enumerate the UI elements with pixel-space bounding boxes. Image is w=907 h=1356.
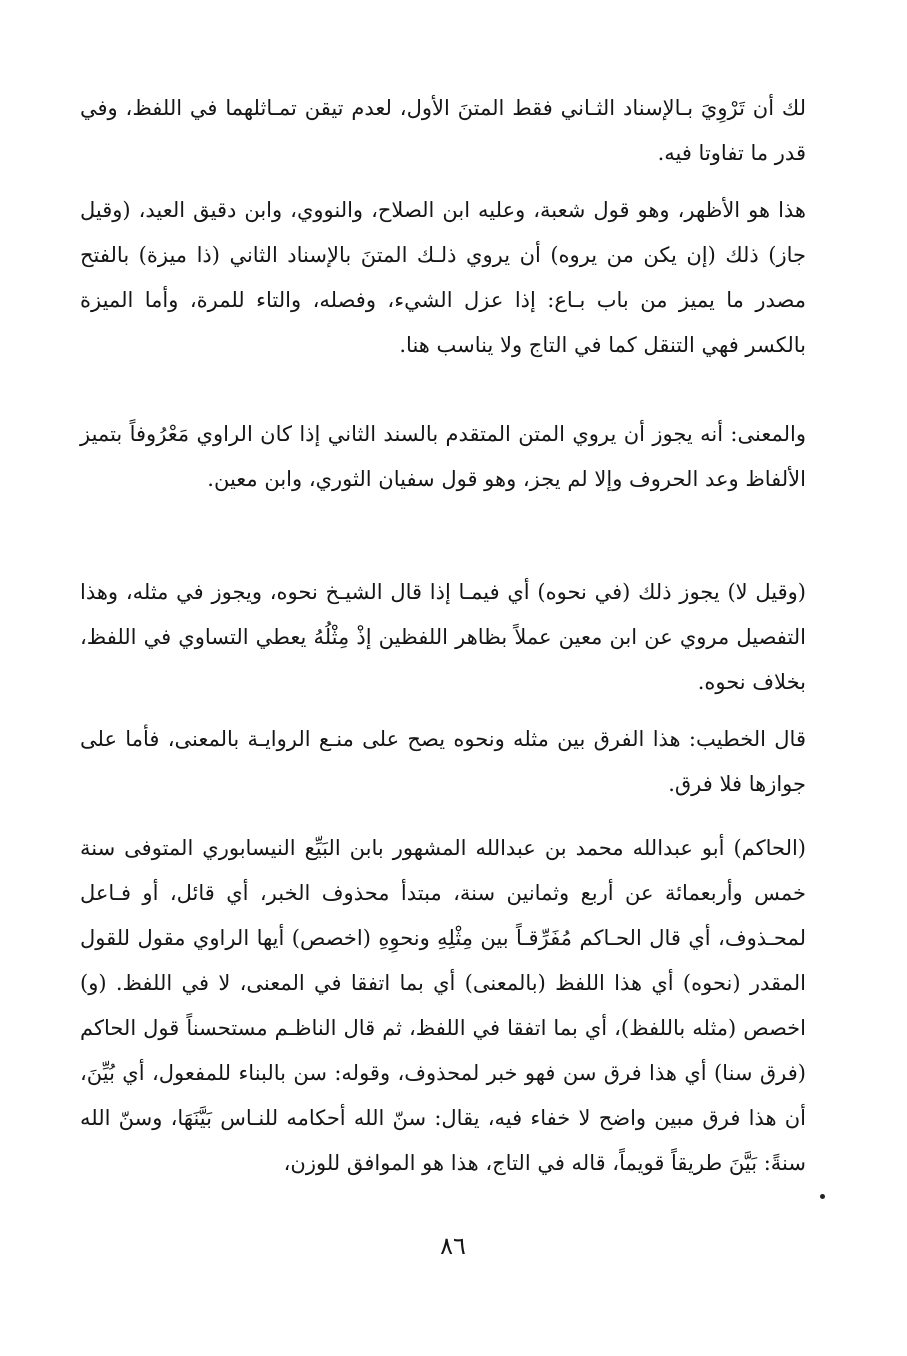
paragraph-3: والمعنى: أنه يجوز أن يروي المتن المتقدم بالسند الثاني إذا كان الراوي مَعْرُوفاً بتميز الألفاظ وعد الحروف وإلا لم يجز، وهو قول سفيان الثوري، وابن معين. bbox=[80, 422, 806, 491]
paragraph-1: لك أن تَرْوِيَ بـالإسناد الثـاني فقط المتنَ الأول، لعدم تيقن تمـاثلهما في اللفظ، وفي قدر ما تفاوتا فيه. bbox=[80, 96, 806, 165]
paragraph-5: قال الخطيب: هذا الفرق بين مثله ونحوه يصح على منـع الروايـة بالمعنى، فأما على جوازها فلا فرق. bbox=[80, 727, 806, 796]
page-number: ٨٦ bbox=[440, 1232, 466, 1260]
paragraph-6: (الحاكم) أبو عبدالله محمد بن عبدالله المشهور بابن البَيِّع النيسابوري المتوفى سنة خمس وأربعمائة عن أربع وثمانين سنة، مبتدأ محذوف الخبر، أي قائل، أو فـاعل لمحـذوف، أي قال الحـاكم مُفَرِّقـاً بين مِثْلِهِ ونحوِهِ (اخصص) أيها الراوي مقول للقول المقدر (نحوه) أي هذا اللفظ (بالمعنى) أي بما اتفقا في المعنى، لا في اللفظ. (و) اخصص (مثله باللفظ)، أي بما اتفقا في اللفظ، ثم قال الناظـم مستحسناً قول الحاكم (فرق سنا) أي هذا فرق سن فهو خبر لمحذوف، وقوله: سن بالبناء للمفعول، أي بُيِّنَ، أن هذا فرق مبين واضح لا خفاء فيه، يقال: سنّ الله أحكامه للنـاس بَيَّنَهَا، وسنّ الله سنةً: بَيَّنَ طريقاً قويماً، قاله في التاج، هذا هو الموافق للوزن، bbox=[80, 836, 806, 1175]
margin-mark bbox=[820, 1194, 825, 1199]
paragraph-4: (وقيل لا) يجوز ذلك (في نحوه) أي فيمـا إذا قال الشيـخ نحوه، ويجوز في مثله، وهذا التفصيل مروي عن ابن معين عملاً بظاهر اللفظين إذْ مِثْلُهُ يعطي التساوي في اللفظ، بخلاف نحوه. bbox=[80, 580, 806, 694]
paragraph-2: هذا هو الأظهر، وهو قول شعبة، وعليه ابن الصلاح، والنووي، وابن دقيق العيد، (وقيل جاز) ذلك (إن يكن من يروه) أن يروي ذلـك المتنَ بالإسناد الثاني (ذا ميزة) بالفتح مصدر ما يميز من باب بـاع: إذا عزل الشيء، وفصله، والتاء للمرة، وأما الميزة بالكسر فهي التنقل كما في التاج ولا يناسب هنا. bbox=[80, 198, 806, 357]
